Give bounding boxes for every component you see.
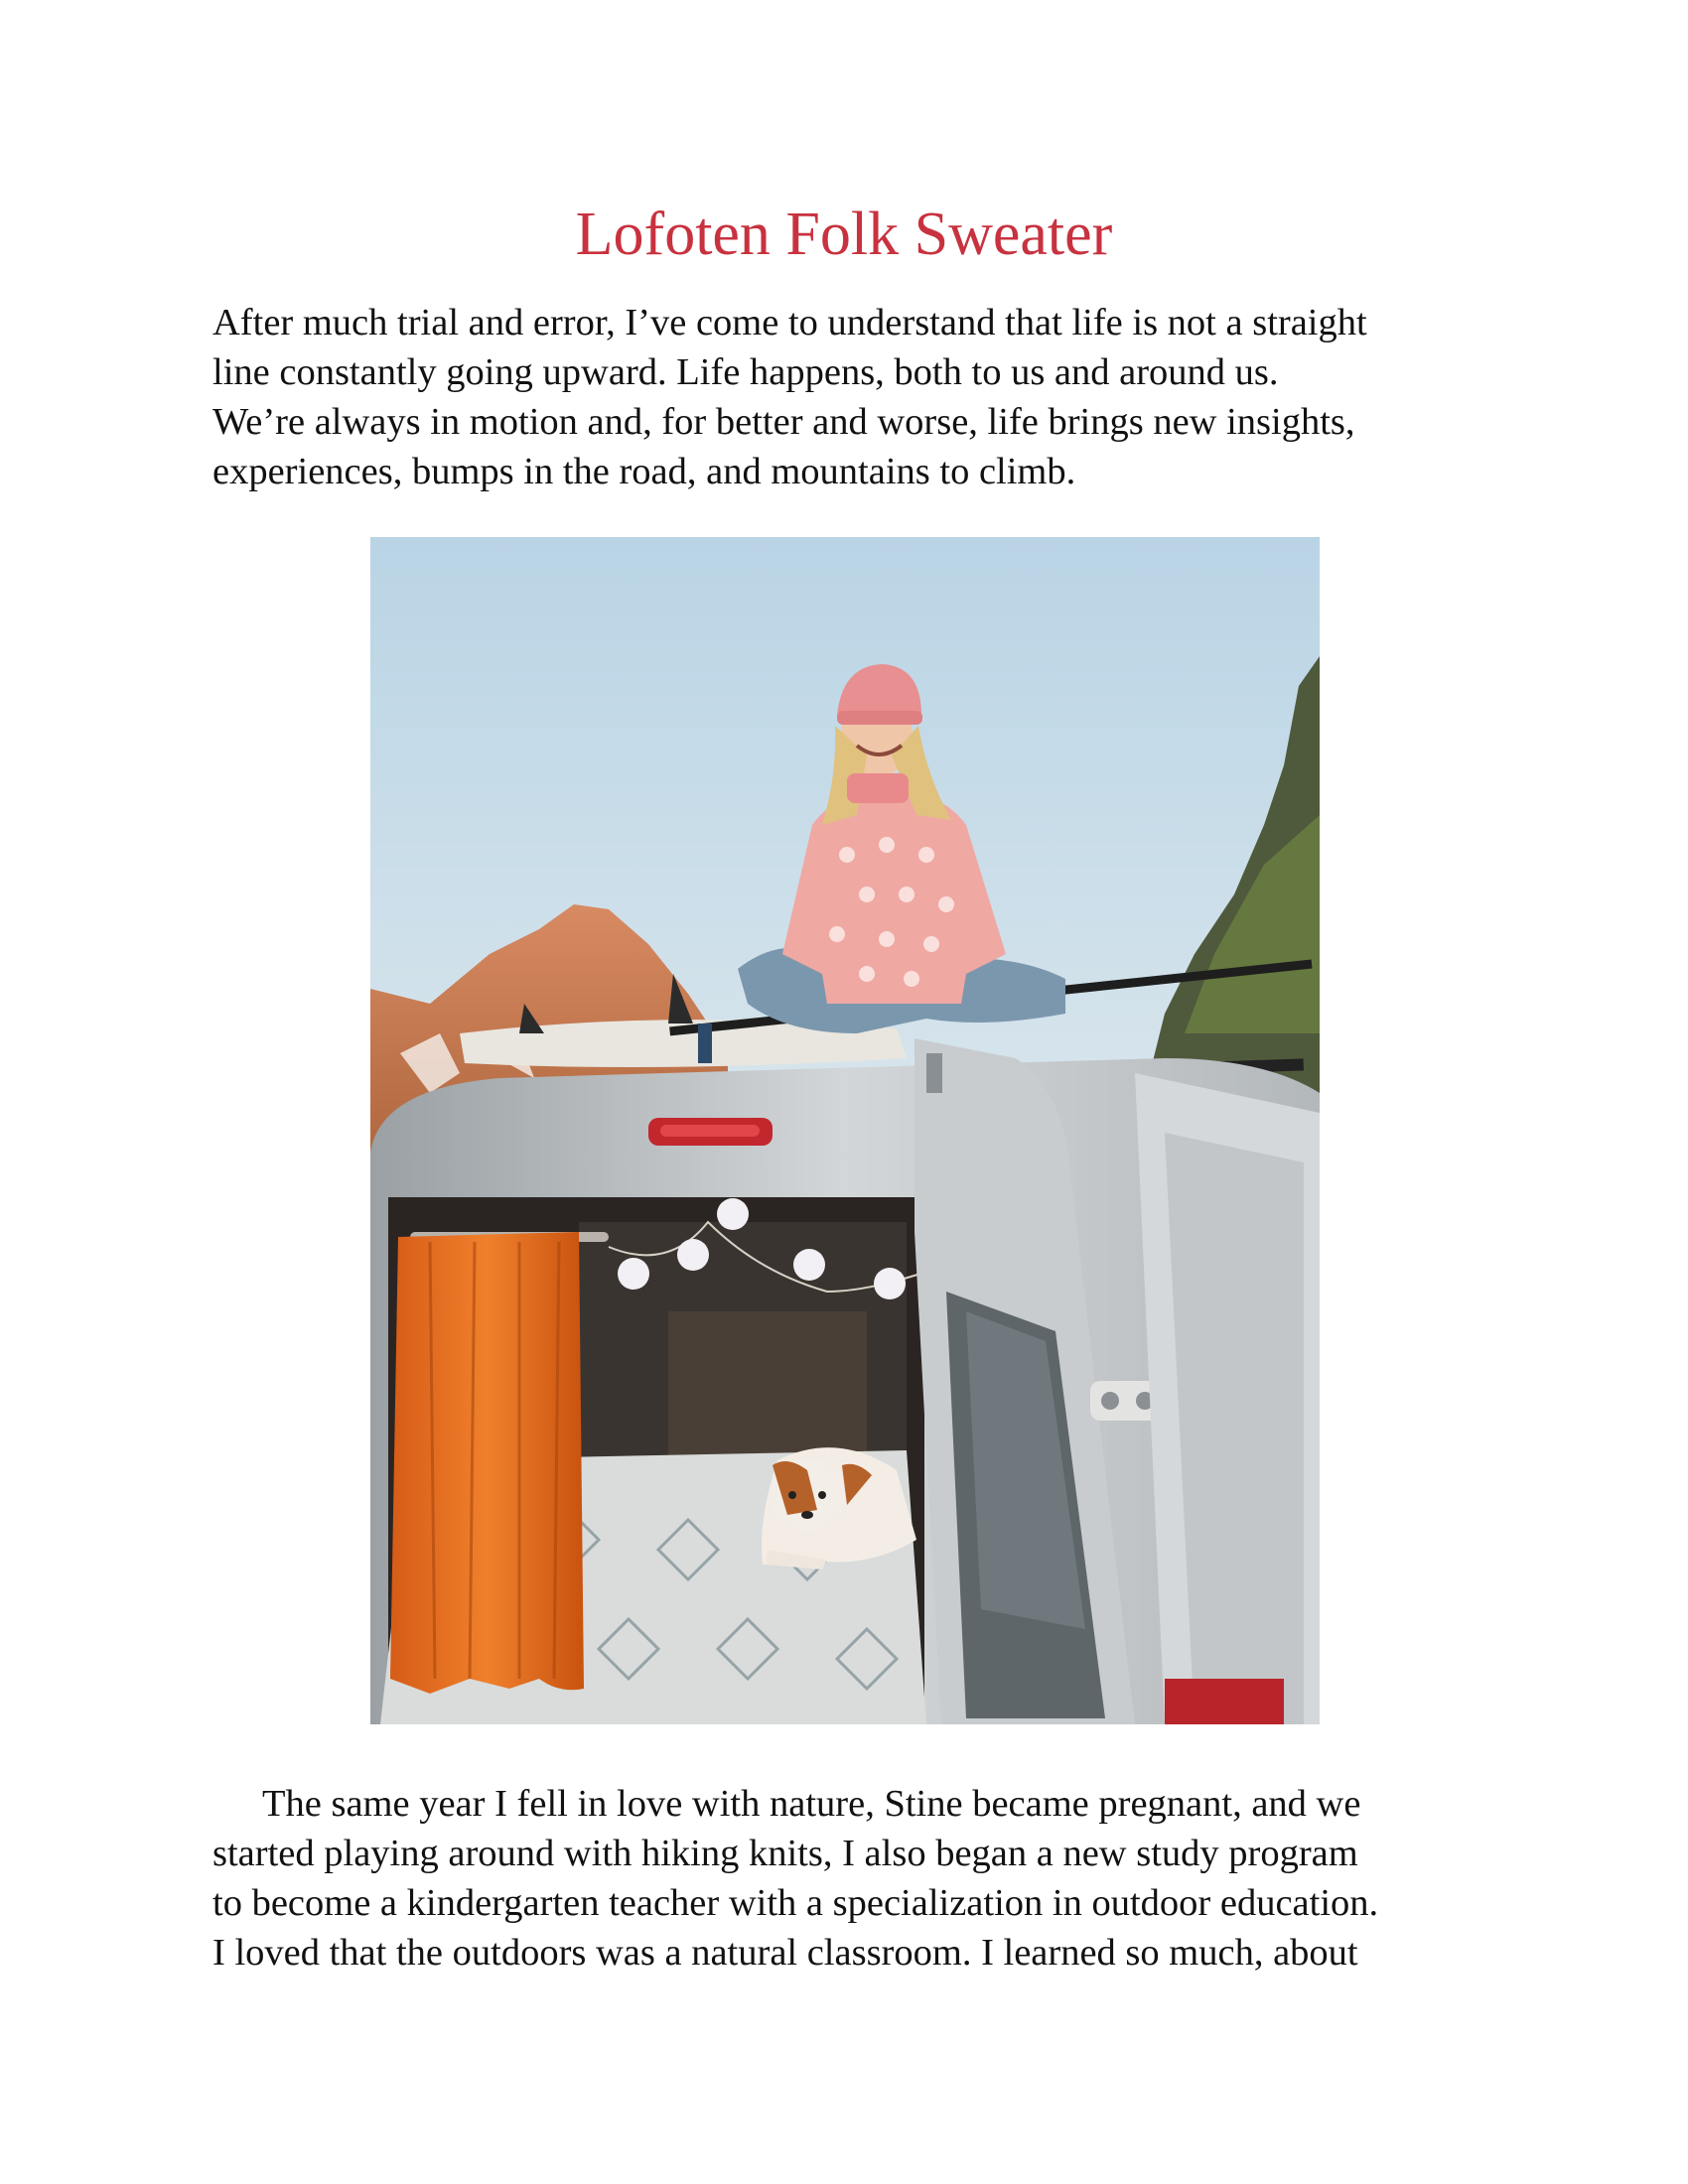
body-line: started playing around with hiking knits, I also began a new study program xyxy=(212,1833,1358,1874)
intro-line: experiences, bumps in the road, and mountains to climb. xyxy=(212,451,1076,492)
tail-light xyxy=(1165,1679,1284,1724)
body-line: I loved that the outdoors was a natural classroom. I learned so much, about xyxy=(212,1932,1358,1974)
string-light xyxy=(618,1258,649,1290)
intro-line: After much trial and error, I’ve come to understand that life is not a straight xyxy=(212,302,1367,343)
string-light xyxy=(717,1198,749,1230)
string-light xyxy=(677,1239,709,1271)
intro-line: line constantly going upward. Life happens, both to us and around us. xyxy=(212,351,1279,393)
page-title: Lofoten Folk Sweater xyxy=(575,201,1113,268)
body-line: The same year I fell in love with nature, Stine became pregnant, and we xyxy=(262,1783,1361,1825)
body-line: to become a kindergarten teacher with a specialization in outdoor education. xyxy=(212,1882,1379,1924)
string-light xyxy=(793,1249,825,1281)
body-paragraph xyxy=(212,1779,1503,1978)
string-light xyxy=(874,1268,906,1299)
van-photo xyxy=(370,537,1320,1724)
intro-paragraph xyxy=(212,298,1503,496)
intro-line: We’re always in motion and, for better and worse, life brings new insights, xyxy=(212,401,1355,443)
